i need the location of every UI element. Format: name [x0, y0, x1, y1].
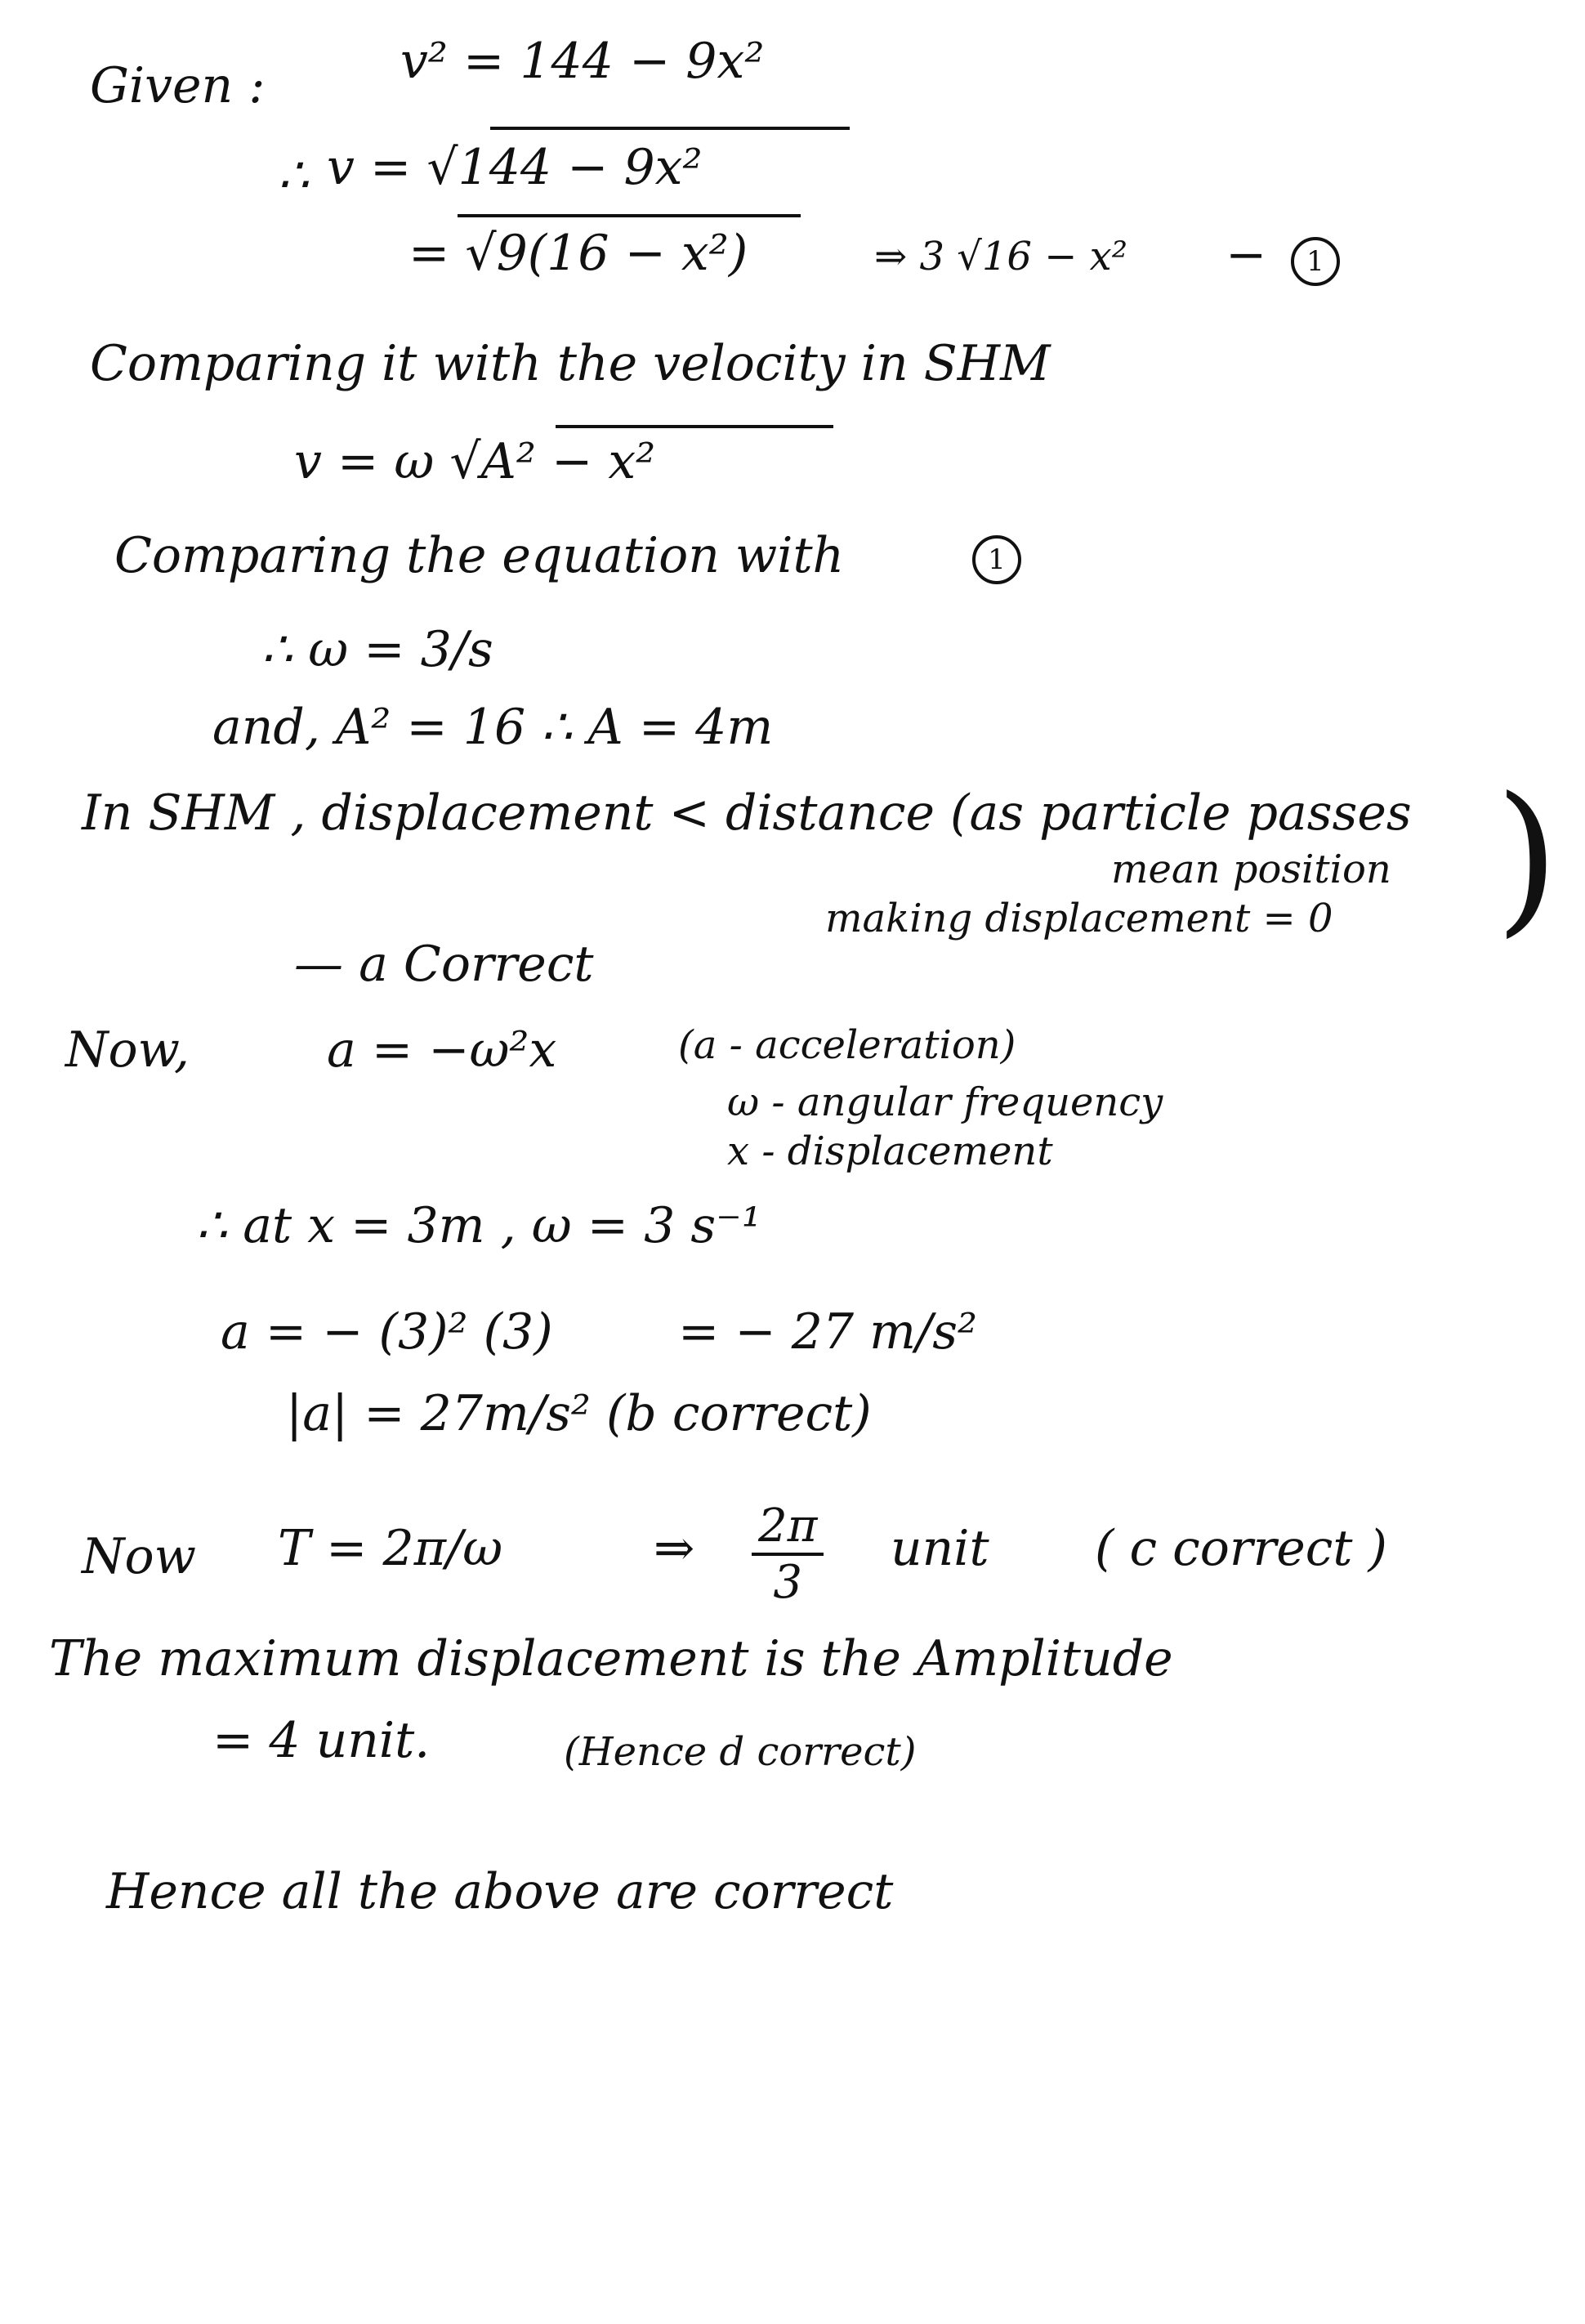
now-label-1: Now, — [65, 1021, 190, 1079]
conclusion: Hence all the above are correct — [106, 1863, 894, 1920]
comparison-text-1: Comparing it with the velocity in SHM — [90, 335, 1051, 392]
comparison-text-2: Comparing the equation with — [114, 527, 845, 584]
given-label: Given : — [90, 57, 266, 114]
closing-paren: ) — [1495, 762, 1560, 953]
four-unit: = 4 unit. — [212, 1712, 431, 1769]
period-numerator: 2π — [752, 1499, 824, 1556]
therefore-symbol: ∴ — [278, 147, 310, 204]
amplitude-result: and, A² = 16 ∴ A = 4m — [212, 699, 774, 756]
option-a-correct: — a Correct — [294, 936, 594, 993]
equation-marker-1: 1 — [1291, 237, 1340, 286]
dash-1: − — [1226, 226, 1267, 284]
option-d-correct: (Hence d correct) — [564, 1729, 917, 1775]
definition-displacement: x - displacement — [727, 1128, 1053, 1174]
shm-note-displacement-zero: making displacement = 0 — [825, 896, 1333, 941]
now-label-2: Now — [82, 1528, 196, 1585]
period-unit: unit — [891, 1520, 989, 1577]
omega-result: ∴ ω = 3/s — [261, 621, 493, 678]
period-denominator: 3 — [773, 1556, 803, 1609]
sqrt-overline-3 — [556, 425, 833, 428]
acceleration-magnitude: |a| = 27m/s² (b correct) — [286, 1385, 872, 1442]
equation-marker-2: 1 — [972, 535, 1021, 584]
acceleration-calculation: a = − (3)² (3) — [221, 1303, 553, 1361]
shm-note-mean-position: mean position — [1111, 847, 1391, 892]
definition-acceleration: (a - acceleration) — [678, 1022, 1016, 1068]
velocity-root: v = √144 − 9x² — [327, 139, 703, 196]
acceleration-equation: a = −ω²x — [327, 1021, 557, 1079]
factored-root: = √9(16 − x²) — [409, 225, 748, 282]
period-arrow: ⇒ — [654, 1520, 695, 1577]
shm-statement: In SHM , displacement < distance (as particle passes — [82, 784, 1412, 842]
period-equation: T = 2π/ω — [278, 1520, 503, 1577]
sqrt-overline-2 — [458, 214, 801, 217]
acceleration-value: = − 27 m/s² — [678, 1303, 978, 1361]
simplified-velocity: ⇒ 3 √16 − x² — [874, 234, 1127, 279]
sqrt-overline-1 — [490, 127, 850, 130]
definition-angular-frequency: ω - angular frequency — [727, 1079, 1163, 1125]
given-values: ∴ at x = 3m , ω = 3 s⁻¹ — [196, 1197, 761, 1254]
option-c-correct: ( c correct ) — [1095, 1520, 1387, 1577]
period-fraction — [752, 1499, 824, 1609]
max-displacement-statement: The maximum displacement is the Amplitude — [49, 1630, 1173, 1687]
given-equation: v² = 144 − 9x² — [400, 33, 765, 90]
shm-velocity-equation: v = ω √A² − x² — [294, 433, 656, 490]
